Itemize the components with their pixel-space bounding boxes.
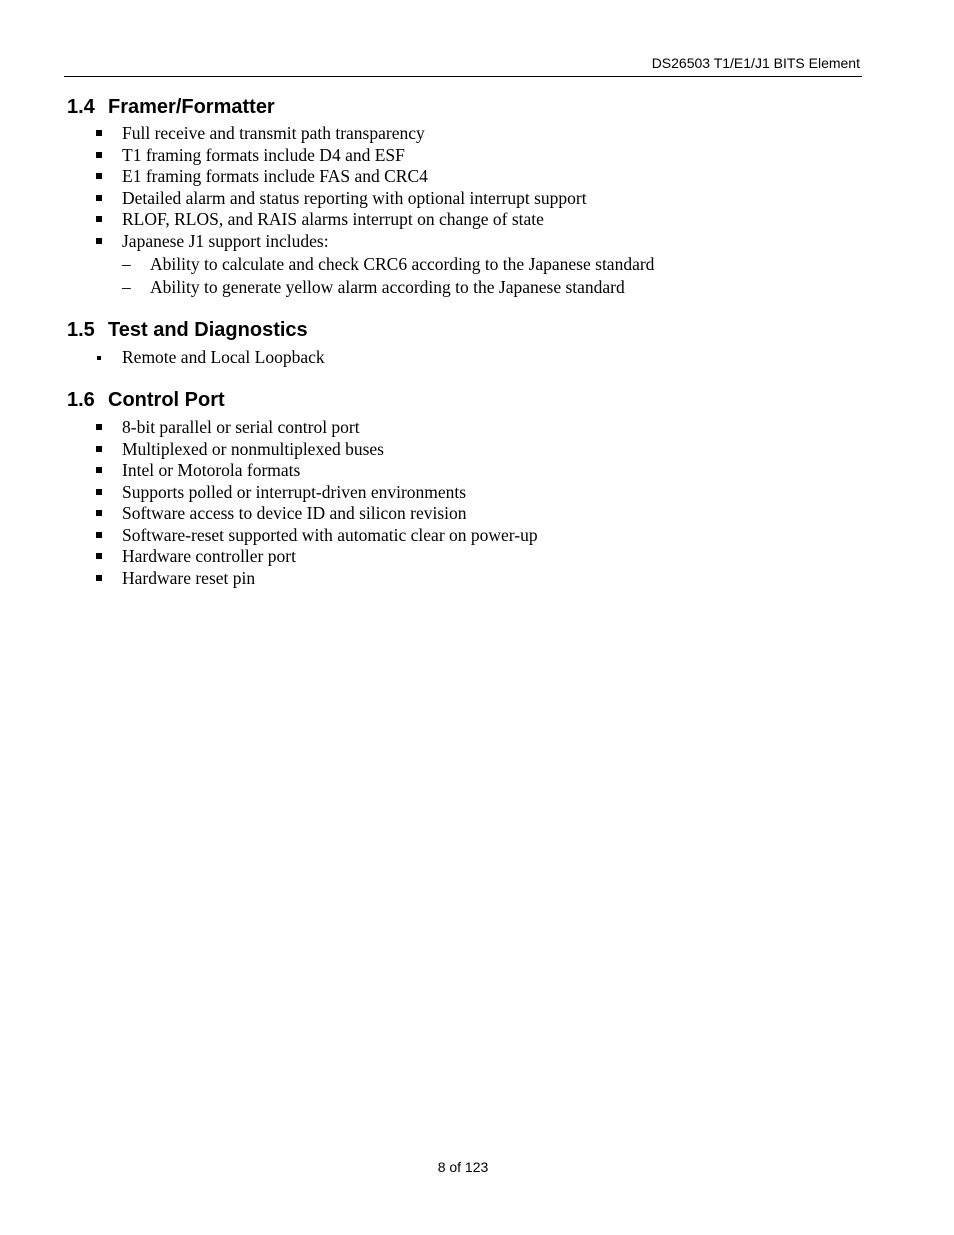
page-header xyxy=(64,54,862,77)
test-diagnostics-list xyxy=(94,347,854,369)
square-bullet-icon xyxy=(96,467,102,473)
list-item: RLOF, RLOS, and RAIS alarms interrupt on change of state xyxy=(94,209,854,231)
square-bullet-icon xyxy=(96,195,102,201)
list-item: Supports polled or interrupt-driven environments xyxy=(94,482,854,504)
list-item: Hardware controller port xyxy=(94,546,854,568)
sub-list-item: – Ability to calculate and check CRC6 according to the Japanese standard xyxy=(122,254,655,274)
section-title: Control Port xyxy=(108,389,225,411)
control-port-list xyxy=(94,417,854,589)
section-number: 1.6 xyxy=(67,389,95,411)
list-item: Hardware reset pin xyxy=(94,568,854,590)
square-bullet-icon xyxy=(96,238,102,244)
square-bullet-icon xyxy=(96,446,102,452)
section-heading-control-port xyxy=(67,388,225,412)
dash-bullet-icon: – xyxy=(122,254,131,274)
list-item: T1 framing formats include D4 and ESF xyxy=(94,145,854,167)
list-item: Software-reset supported with automatic clear on power-up xyxy=(94,525,854,547)
square-bullet-icon xyxy=(96,152,102,158)
section-number: 1.5 xyxy=(67,319,95,341)
framer-formatter-list xyxy=(94,123,854,252)
list-item: E1 framing formats include FAS and CRC4 xyxy=(94,166,854,188)
section-title: Framer/Formatter xyxy=(108,96,275,118)
page-number: 8 of 123 xyxy=(437,1159,489,1175)
square-bullet-icon xyxy=(96,424,102,430)
dash-bullet-icon: – xyxy=(122,277,131,297)
square-bullet-icon xyxy=(96,575,102,581)
list-item: Remote and Local Loopback xyxy=(94,347,854,369)
section-heading-framer-formatter xyxy=(67,95,275,119)
list-item: Detailed alarm and status reporting with optional interrupt support xyxy=(94,188,854,210)
list-item: 8-bit parallel or serial control port xyxy=(94,417,854,439)
section-number: 1.4 xyxy=(67,96,95,118)
list-item: Multiplexed or nonmultiplexed buses xyxy=(94,439,854,461)
section-title: Test and Diagnostics xyxy=(108,319,308,341)
square-bullet-icon xyxy=(96,553,102,559)
square-bullet-icon xyxy=(96,532,102,538)
sub-list-item: – Ability to generate yellow alarm according to the Japanese standard xyxy=(122,277,625,297)
list-item: Full receive and transmit path transparency xyxy=(94,123,854,145)
square-bullet-icon xyxy=(96,216,102,222)
j1-support-sublist xyxy=(94,253,854,299)
header-title: DS26503 T1/E1/J1 BITS Element xyxy=(651,55,860,71)
square-bullet-icon xyxy=(96,173,102,179)
list-item: Intel or Motorola formats xyxy=(94,460,854,482)
square-bullet-icon xyxy=(96,130,102,136)
list-item: Software access to device ID and silicon revision xyxy=(94,503,854,525)
square-bullet-icon xyxy=(96,510,102,516)
square-bullet-icon xyxy=(96,489,102,495)
list-item: Japanese J1 support includes: xyxy=(94,231,854,253)
square-bullet-icon xyxy=(97,356,101,360)
section-heading-test-diagnostics xyxy=(67,318,308,342)
